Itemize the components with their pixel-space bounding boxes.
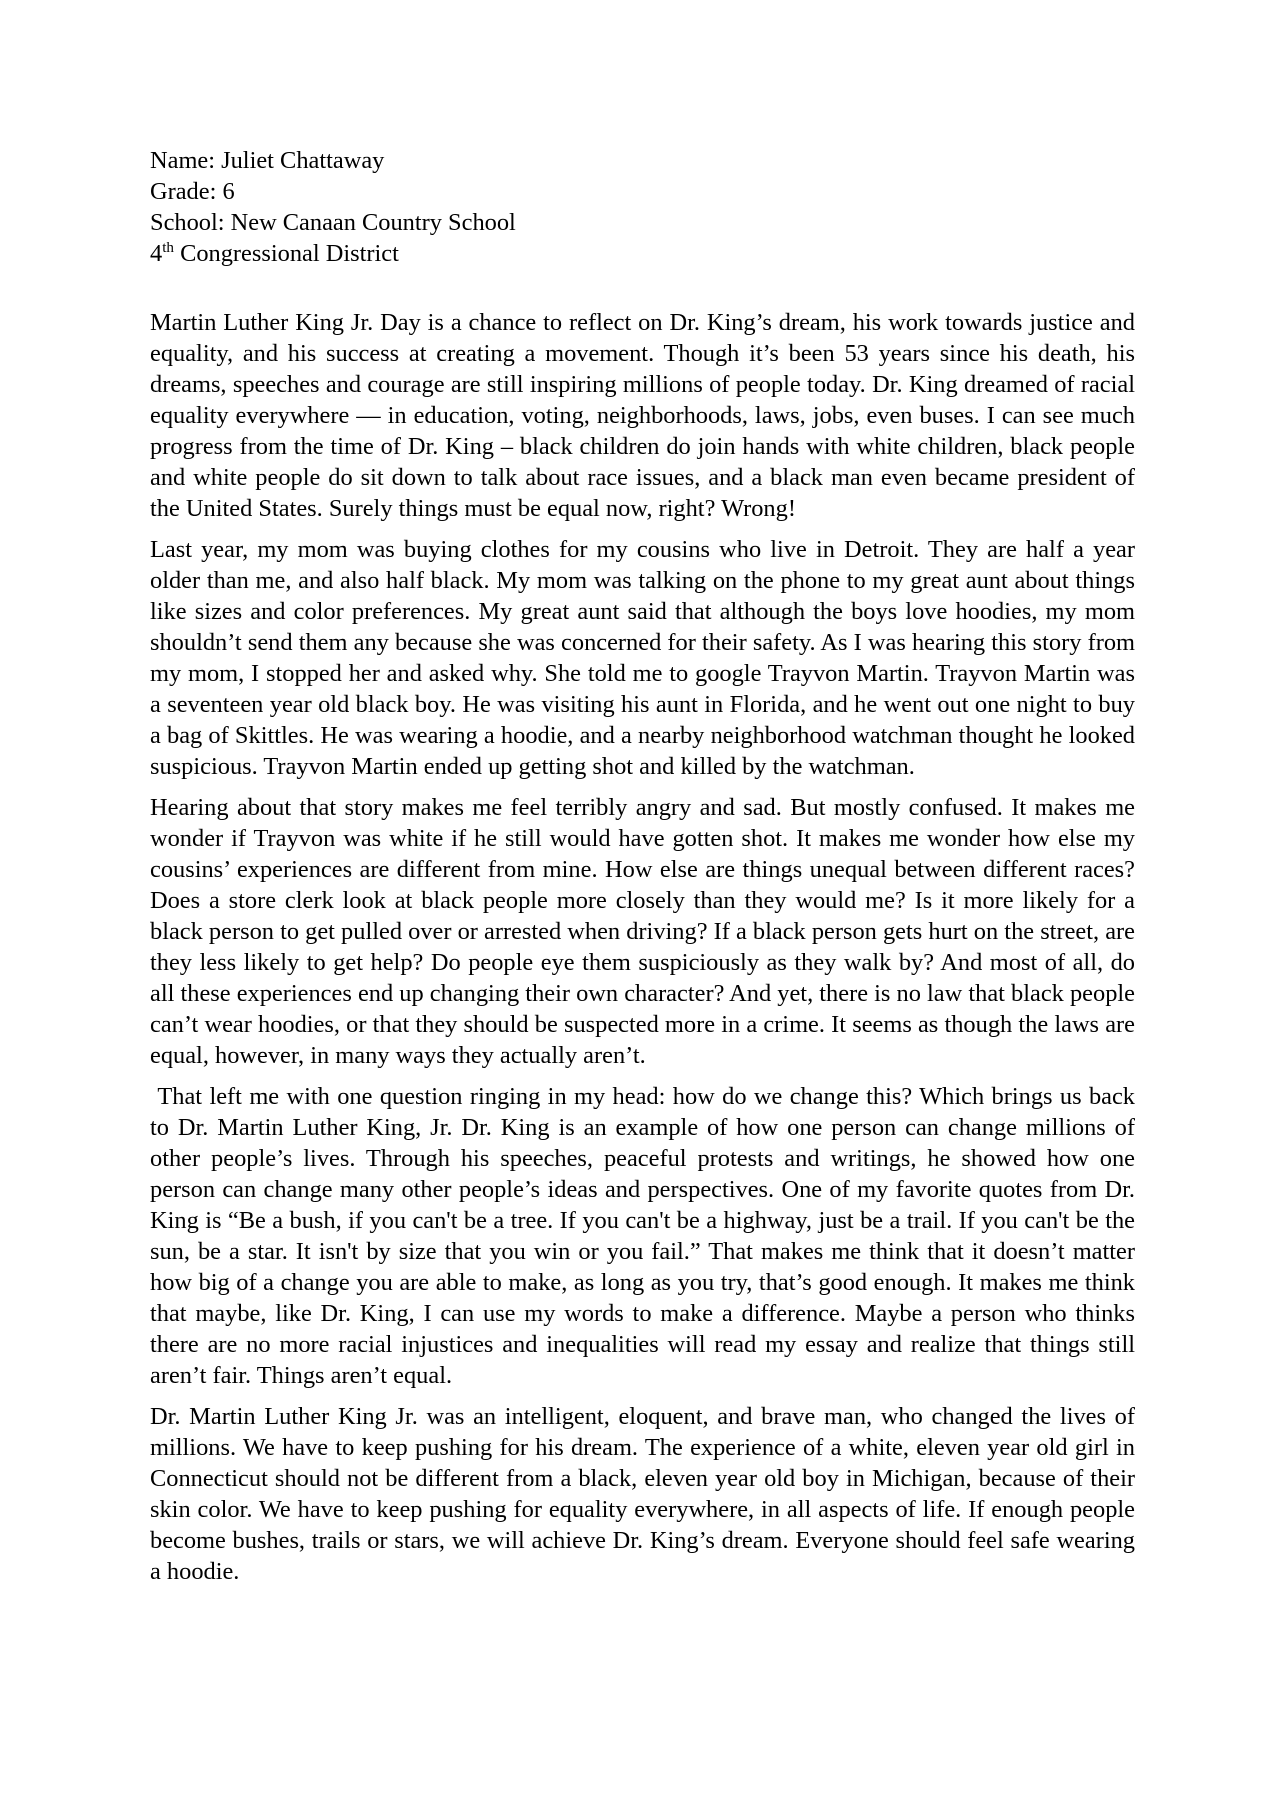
essay-paragraph-2: Last year, my mom was buying clothes for my cousins who live in Detroit. They are half a year older than me, and also half black. My mom was talking on the phone to my great aunt about things like sizes and color preferences. My great aunt said that although the boys love hoodies, my mom shouldn’t send them any because she was concerned for their safety. As I was hearing this story from my mom, I stopped her and asked why. She told me to google Trayvon Martin. Trayvon Martin was a seventeen year old black boy. He was visiting his aunt in Florida, and he went out one night to buy a bag of Skittles. He was wearing a hoodie, and a nearby neighborhood watchman thought he looked suspicious. Trayvon Martin ended up getting shot and killed by the watchman. xyxy=(150,536,1135,780)
essay-paragraph-4: That left me with one question ringing in my head: how do we change this? Which brings us back to Dr. Martin Luther King, Jr. Dr. King is an example of how one person can change millions of other people’s lives. Through his speeches, peaceful protests and writings, he showed how one person can change many other people’s ideas and perspectives. One of my favorite quotes from Dr. King is “Be a bush, if you can't be a tree. If you can't be a highway, just be a trail. If you can't be the sun, be a star. It isn't by size that you win or you fail.” That makes me think that it doesn’t matter how big of a change you are able to make, as long as you try, that’s good enough. It makes me think that maybe, like Dr. King, I can use my words to make a difference. Maybe a person who thinks there are no more racial injustices and inequalities will read my essay and realize that things still aren’t fair. Things aren’t equal. xyxy=(150,1083,1142,1389)
essay-page xyxy=(150,145,1142,1597)
essay-paragraph-3: Hearing about that story makes me feel terribly angry and sad. But mostly confused. It makes me wonder if Trayvon was white if he still would have gotten shot. It makes me wonder how else my cousins’ experiences are different from mine. How else are things unequal between different races? Does a store clerk look at black people more closely than they would me? Is it more likely for a black person to get pulled over or arrested when driving? If a black person gets hurt on the street, are they less likely to get help? Do people eye them suspiciously as they walk by? And most of all, do all these experiences end up changing their own character? And yet, there is no law that black people can’t wear hoodies, or that they should be suspected more in a crime. It seems as though the laws are equal, however, in many ways they actually aren’t. xyxy=(150,794,1135,1069)
author-grade: Grade: 6 xyxy=(150,178,235,205)
author-header xyxy=(150,145,1135,269)
district-number: 4 xyxy=(150,240,163,267)
essay-body xyxy=(150,307,1142,1587)
author-school: School: New Canaan Country School xyxy=(150,209,516,236)
congressional-district xyxy=(150,238,1135,269)
essay-paragraph-1: Martin Luther King Jr. Day is a chance to reflect on Dr. King’s dream, his work towards justice and equality, and his success at creating a movement. Though it’s been 53 years since his death, his dreams, speeches and courage are still inspiring millions of people today. Dr. King dreamed of racial equality everywhere — in education, voting, neighborhoods, laws, jobs, even buses. I can see much progress from the time of Dr. King – black children do join hands with white children, black people and white people do sit down to talk about race issues, and a black man even became president of the United States. Surely things must be equal now, right? Wrong! xyxy=(150,309,1135,522)
author-name: Name: Juliet Chattaway xyxy=(150,147,385,174)
district-suffix: th xyxy=(162,239,174,256)
district-text: Congressional District xyxy=(173,240,399,267)
essay-paragraph-5: Dr. Martin Luther King Jr. was an intelligent, eloquent, and brave man, who changed the lives of millions. We have to keep pushing for his dream. The experience of a white, eleven year old girl in Connecticut should not be different from a black, eleven year old boy in Michigan, because of their skin color. We have to keep pushing for equality everywhere, in all aspects of life. If enough people become bushes, trails or stars, we will achieve Dr. King’s dream. Everyone should feel safe wearing a hoodie. xyxy=(150,1403,1135,1585)
